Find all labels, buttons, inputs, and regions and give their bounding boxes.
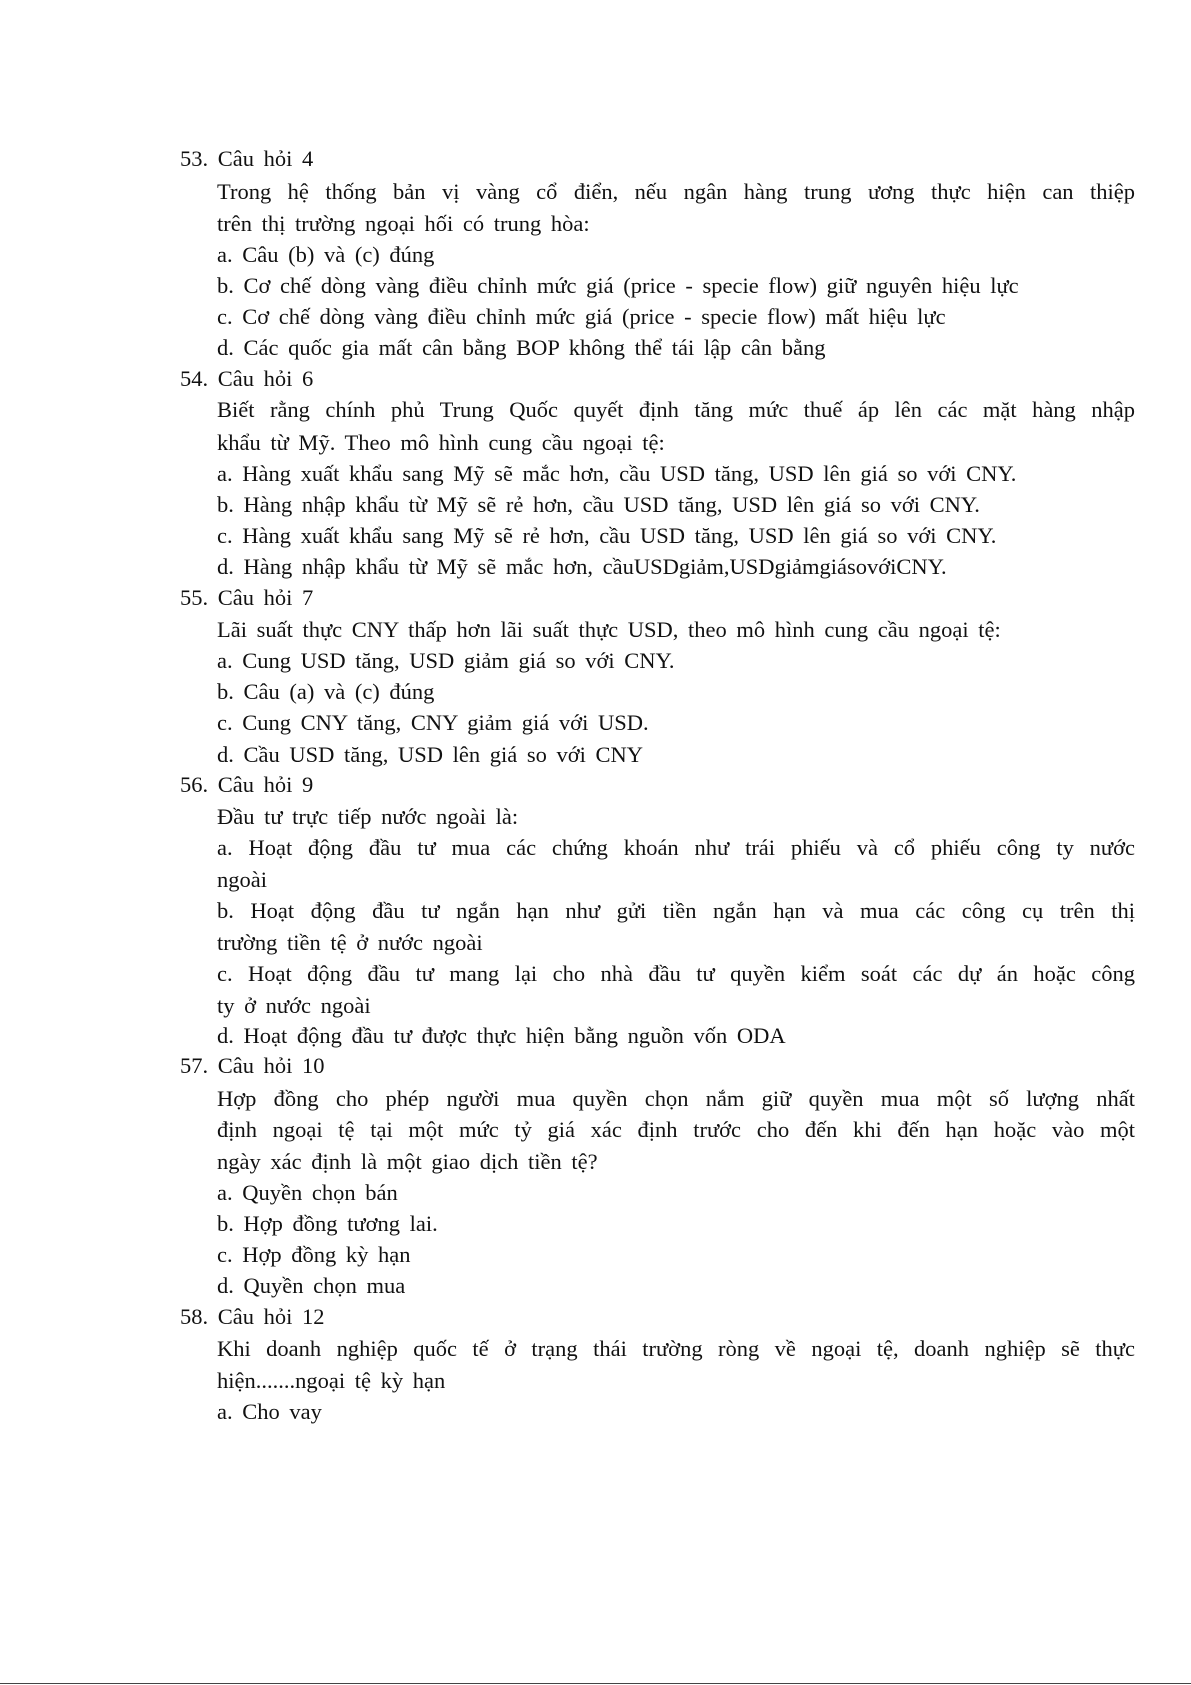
question-stem-line: ngày xác định là một giao dịch tiền tệ?: [217, 1149, 598, 1174]
answer-option: b. Câu (a) và (c) đúng: [217, 679, 435, 704]
answer-option: d. Cầu USD tăng, USD lên giá so với CNY: [217, 742, 644, 767]
answer-option: a. Cho vay: [217, 1399, 322, 1424]
question-stem-line: Đầu tư trực tiếp nước ngoài là:: [217, 804, 519, 829]
answer-option: a. Quyền chọn bán: [217, 1180, 398, 1205]
question-stem-line: Lãi suất thực CNY thấp hơn lãi suất thực USD, theo mô hình cung cầu ngoại tệ:: [217, 617, 1001, 642]
answer-option: c. Hàng xuất khẩu sang Mỹ sẽ rẻ hơn, cầu USD tăng, USD lên giá so với CNY.: [217, 523, 997, 548]
answer-option-continuation: ty ở nước ngoài: [217, 993, 371, 1018]
question-stem-line: định ngoại tệ tại một mức tỷ giá xác định trước cho đến khi đến hạn hoặc vào một: [217, 1117, 1135, 1142]
answer-option: d. Quyền chọn mua: [217, 1273, 406, 1298]
answer-option: b. Hoạt động đầu tư ngắn hạn như gửi tiền ngắn hạn và mua các công cụ trên thị: [217, 898, 1135, 923]
answer-option: a. Cung USD tăng, USD giảm giá so với CNY.: [217, 648, 675, 673]
question-stem-line: Hợp đồng cho phép người mua quyền chọn nắm giữ quyền mua một số lượng nhất: [217, 1086, 1135, 1111]
answer-option-continuation: ngoài: [217, 867, 267, 892]
answer-option: b. Hàng nhập khẩu từ Mỹ sẽ rẻ hơn, cầu USD tăng, USD lên giá so với CNY.: [217, 492, 980, 517]
answer-option: c. Hợp đồng kỳ hạn: [217, 1242, 411, 1267]
answer-option: a. Hoạt động đầu tư mua các chứng khoán như trái phiếu và cổ phiếu công ty nước: [217, 835, 1135, 860]
answer-option: c. Hoạt động đầu tư mang lại cho nhà đầu tư quyền kiểm soát các dự án hoặc công: [217, 961, 1135, 986]
question-title: 53. Câu hỏi 4: [180, 146, 314, 171]
question-title: 58. Câu hỏi 12: [180, 1304, 325, 1329]
answer-option: b. Hợp đồng tương lai.: [217, 1211, 438, 1236]
answer-option-continuation: trường tiền tệ ở nước ngoài: [217, 930, 483, 955]
answer-option: a. Câu (b) và (c) đúng: [217, 242, 435, 267]
answer-option: d. Các quốc gia mất cân bằng BOP không thể tái lập cân bằng: [217, 335, 826, 360]
answer-option: d. Hàng nhập khẩu từ Mỹ sẽ mắc hơn, cầuUSDgiảm,USDgiảmgiásovớiCNY.: [217, 554, 947, 579]
answer-option: c. Cung CNY tăng, CNY giảm giá với USD.: [217, 710, 649, 735]
answer-option: a. Hàng xuất khẩu sang Mỹ sẽ mắc hơn, cầu USD tăng, USD lên giá so với CNY.: [217, 461, 1017, 486]
question-stem-line: khẩu từ Mỹ. Theo mô hình cung cầu ngoại tệ:: [217, 430, 665, 455]
question-title: 56. Câu hỏi 9: [180, 772, 314, 797]
question-stem-line: trên thị trường ngoại hối có trung hòa:: [217, 211, 590, 236]
question-stem-line: hiện.......ngoại tệ kỳ hạn: [217, 1368, 446, 1393]
question-stem-line: Khi doanh nghiệp quốc tế ở trạng thái trường ròng về ngoại tệ, doanh nghiệp sẽ thực: [217, 1336, 1135, 1361]
question-title: 55. Câu hỏi 7: [180, 585, 314, 610]
answer-option: d. Hoạt động đầu tư được thực hiện bằng nguồn vốn ODA: [217, 1023, 786, 1048]
answer-option: b. Cơ chế dòng vàng điều chỉnh mức giá (price - specie flow) giữ nguyên hiệu lực: [217, 273, 1019, 298]
question-stem-line: Biết rằng chính phủ Trung Quốc quyết định tăng mức thuế áp lên các mặt hàng nhập: [217, 397, 1135, 422]
answer-option: c. Cơ chế dòng vàng điều chỉnh mức giá (price - specie flow) mất hiệu lực: [217, 304, 946, 329]
question-title: 54. Câu hỏi 6: [180, 366, 314, 391]
page-bottom-rule: [0, 1683, 1191, 1684]
question-title: 57. Câu hỏi 10: [180, 1053, 325, 1078]
question-stem-line: Trong hệ thống bản vị vàng cổ điển, nếu ngân hàng trung ương thực hiện can thiệp: [217, 179, 1135, 204]
